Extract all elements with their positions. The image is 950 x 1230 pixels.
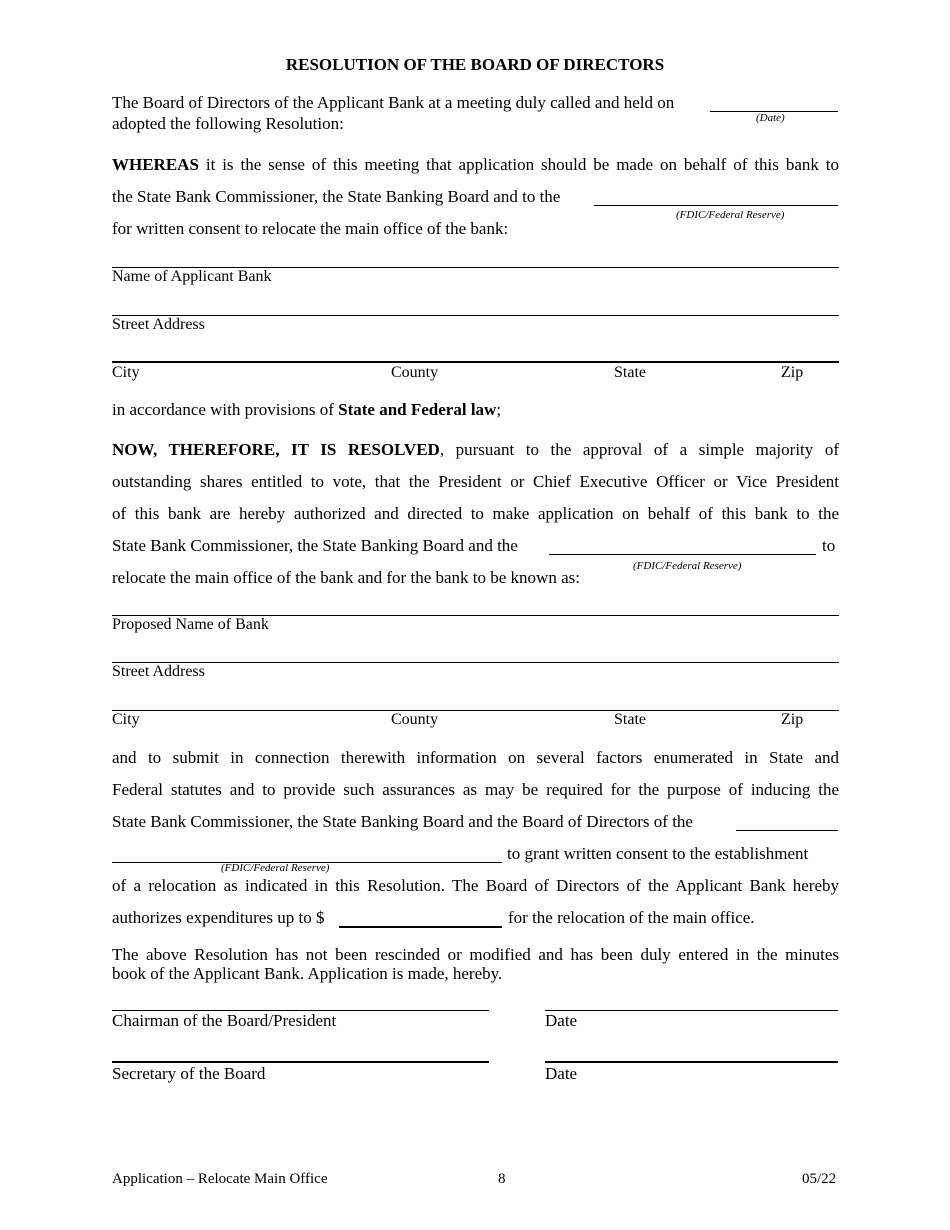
proposed-county-label: County <box>391 711 439 728</box>
resolved-line-1 <box>112 440 839 460</box>
resolved-line-3: of this bank are hereby authorized and directed to make application on behalf of this bank to the <box>112 504 839 523</box>
applicant-street-field[interactable] <box>112 315 839 316</box>
proposed-city-county-state-zip-field[interactable] <box>112 710 839 711</box>
proposed-street-label: Street Address <box>112 663 205 680</box>
closing-line-1: The above Resolution has not been rescinded or modified and has been duly entered in the minutes <box>112 945 839 964</box>
closing-line-2: book of the Applicant Bank. Application is made, hereby. <box>112 964 503 983</box>
resolved-agency-hint: (FDIC/Federal Reserve) <box>633 560 742 572</box>
accordance-bold: State and Federal law <box>338 400 497 419</box>
applicant-state-label: State <box>614 364 646 381</box>
intro-line-2: adopted the following Resolution: <box>112 114 344 133</box>
intro-line-1: The Board of Directors of the Applicant Bank at a meeting duly called and held on <box>112 93 675 112</box>
resolved-line-2: outstanding shares entitled to vote, that the President or Chief Executive Officer or Vice President <box>112 472 839 491</box>
applicant-county-label: County <box>391 364 439 381</box>
secretary-date-field[interactable] <box>545 1061 838 1063</box>
submit-line-1: and to submit in connection therewith information on several factors enumerated in State and <box>112 748 839 767</box>
accordance-prefix: in accordance with provisions of <box>112 400 334 419</box>
proposed-state-label: State <box>614 711 646 728</box>
whereas-bold: WHEREAS <box>112 155 199 174</box>
submit-agency-field-part-1[interactable] <box>736 830 838 831</box>
applicant-street-label: Street Address <box>112 316 205 333</box>
expenditure-amount-field[interactable] <box>339 926 502 928</box>
submit-line-4: to grant written consent to the establishment <box>507 844 809 863</box>
applicant-zip-label: Zip <box>781 364 804 381</box>
secretary-signature-field[interactable] <box>112 1061 489 1063</box>
resolved-agency-field[interactable] <box>549 554 816 555</box>
date-hint-label: (Date) <box>756 112 785 124</box>
secretary-label: Secretary of the Board <box>112 1064 266 1083</box>
whereas-agency-field[interactable] <box>594 205 838 206</box>
footer-form-name: Application – Relocate Main Office <box>112 1171 328 1187</box>
submit-line-6-suffix: for the relocation of the main office. <box>508 908 755 927</box>
proposed-bank-name-label: Proposed Name of Bank <box>112 616 269 633</box>
applicant-bank-name-label: Name of Applicant Bank <box>112 268 272 285</box>
applicant-city-county-state-zip-field[interactable] <box>112 361 839 363</box>
footer-revision-date: 05/22 <box>802 1171 837 1187</box>
resolved-line-4-end: to <box>822 536 836 555</box>
secretary-date-label: Date <box>545 1064 578 1083</box>
submit-line-6-prefix: authorizes expenditures up to $ <box>112 908 325 927</box>
whereas-line-3: for written consent to relocate the main office of the bank: <box>112 219 509 238</box>
whereas-line-2: the State Bank Commissioner, the State Banking Board and to the <box>112 187 561 206</box>
whereas-line-1-text: it is the sense of this meeting that application should be made on behalf of this bank to <box>205 155 840 174</box>
resolved-line-4: State Bank Commissioner, the State Banking Board and the <box>112 536 518 555</box>
proposed-street-field[interactable] <box>112 662 839 663</box>
accordance-suffix: ; <box>496 400 502 419</box>
submit-line-5: of a relocation as indicated in this Resolution. The Board of Directors of the Applicant Bank hereby <box>112 876 839 895</box>
resolved-line-1-text: , pursuant to the approval of a simple majority of <box>439 440 839 459</box>
proposed-city-label: City <box>112 711 140 728</box>
document-title: RESOLUTION OF THE BOARD OF DIRECTORS <box>285 55 665 74</box>
whereas-line-1 <box>112 155 839 175</box>
submit-agency-hint: (FDIC/Federal Reserve) <box>221 862 330 874</box>
submit-line-3: State Bank Commissioner, the State Banking Board and the Board of Directors of the <box>112 812 693 831</box>
chairman-date-field[interactable] <box>545 1010 838 1011</box>
whereas-agency-hint: (FDIC/Federal Reserve) <box>676 209 785 221</box>
resolved-line-5: relocate the main office of the bank and for the bank to be known as: <box>112 568 580 587</box>
accordance-line <box>112 400 501 420</box>
proposed-zip-label: Zip <box>781 711 804 728</box>
chairman-date-label: Date <box>545 1011 578 1030</box>
footer-page-number: 8 <box>498 1171 506 1187</box>
applicant-city-label: City <box>112 364 140 381</box>
resolved-bold: NOW, THEREFORE, IT IS RESOLVED <box>112 440 440 459</box>
chairman-label: Chairman of the Board/President <box>112 1011 337 1030</box>
submit-line-2: Federal statutes and to provide such assurances as may be required for the purpose of inducing the <box>112 780 839 799</box>
